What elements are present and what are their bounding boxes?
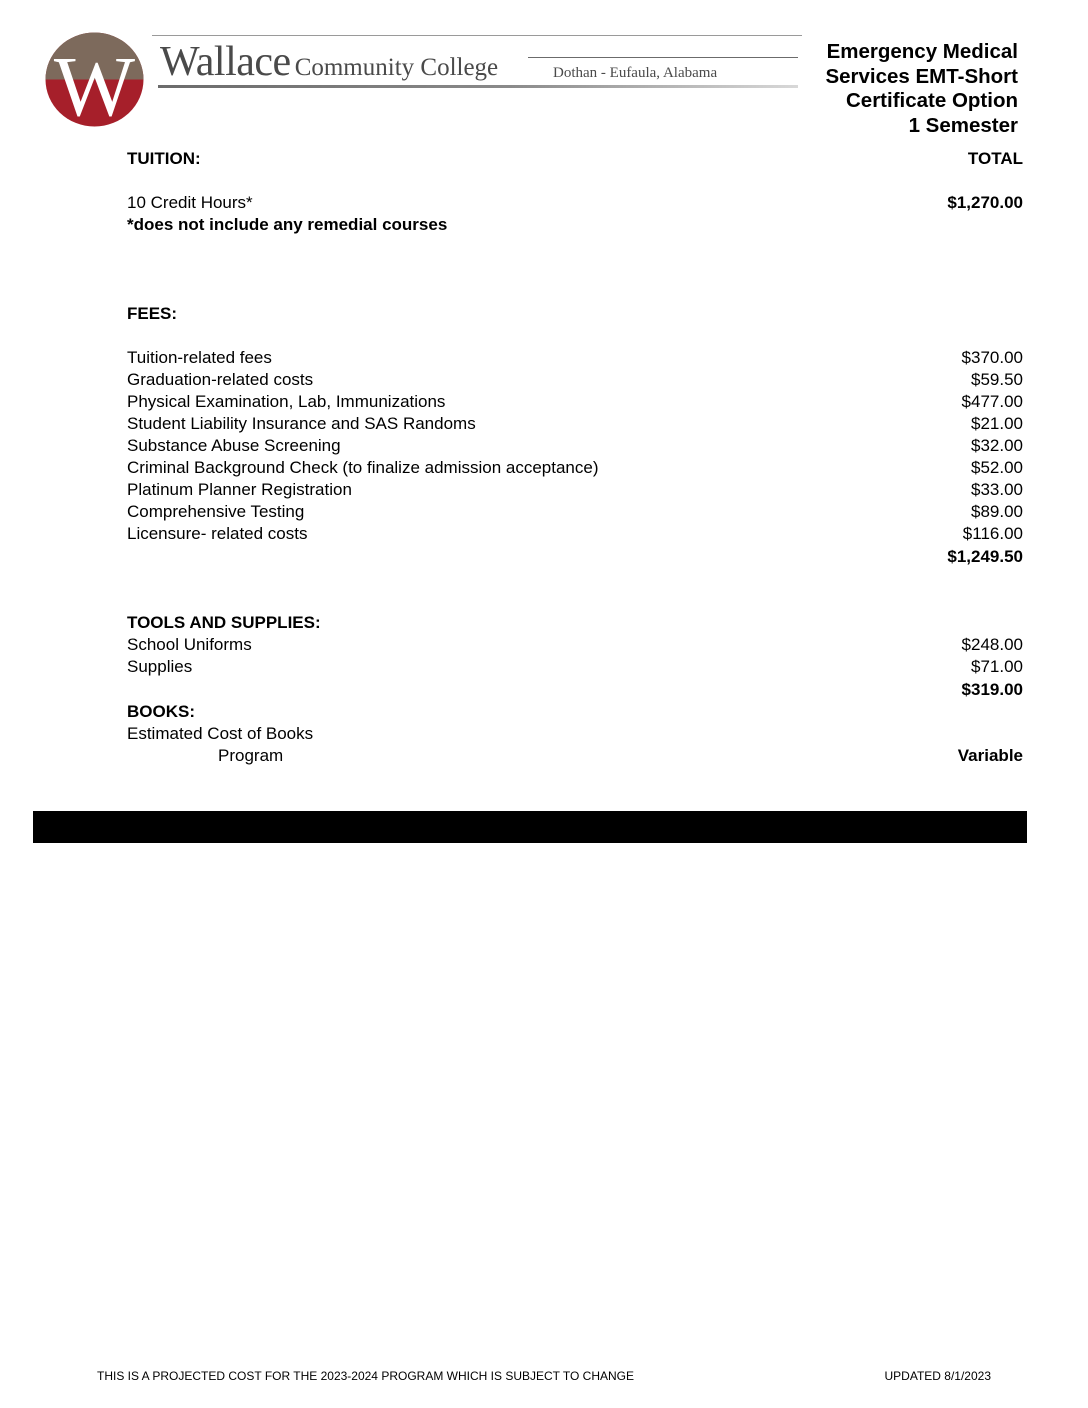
fee-label: Licensure- related costs [127, 524, 308, 543]
fee-amount: $116.00 [962, 524, 1023, 543]
tools-subtotal: $319.00 [961, 680, 1023, 699]
books-heading: BOOKS: [127, 702, 195, 721]
tools-amount: $248.00 [961, 635, 1023, 654]
fee-row [127, 391, 1023, 413]
fee-label: Student Liability Insurance and SAS Randoms [127, 414, 476, 433]
credit-hours-label: 10 Credit Hours* [127, 193, 253, 212]
fee-amount: $59.50 [971, 370, 1023, 389]
program-title-line: Certificate Option [846, 89, 1018, 112]
fee-label: Physical Examination, Lab, Immunizations [127, 392, 446, 411]
program-title-line: Emergency Medical [826, 40, 1018, 63]
college-name [160, 38, 498, 86]
fee-row [127, 369, 1023, 391]
fee-label: Comprehensive Testing [127, 502, 305, 521]
program-title-line: Services EMT-Short [825, 64, 1018, 88]
fee-row [127, 457, 1023, 479]
fee-amount: $52.00 [971, 458, 1023, 477]
fee-amount: $21.00 [971, 414, 1023, 433]
fee-row [127, 479, 1023, 501]
tools-row [127, 656, 1023, 678]
fee-row [127, 413, 1023, 435]
books-heading-row [127, 701, 1023, 723]
college-location: Dothan - Eufaula, Alabama [553, 65, 718, 81]
fee-row [127, 501, 1023, 523]
college-name-small: Community College [294, 54, 499, 81]
fees-heading-row [127, 303, 1023, 325]
books-program-row [127, 745, 1023, 767]
books-program-label: Program [218, 746, 284, 765]
fees-subtotal-row [127, 546, 1023, 568]
fee-amount: $477.00 [961, 392, 1023, 411]
fees-subtotal: $1,249.50 [947, 547, 1023, 566]
program-title-line: 1 Semester [908, 113, 1018, 137]
fee-row [127, 523, 1023, 545]
books-label: Estimated Cost of Books [127, 724, 314, 743]
fee-amount: $32.00 [971, 436, 1023, 455]
tools-label: Supplies [127, 657, 193, 676]
fee-label: Graduation-related costs [127, 370, 314, 389]
college-name-big: Wallace [160, 39, 291, 85]
footer-updated: UPDATED 8/1/2023 [884, 1369, 991, 1383]
fee-amount: $370.00 [961, 348, 1023, 367]
program-title [825, 40, 1018, 138]
books-program-amount: Variable [957, 746, 1023, 765]
tools-heading-row [127, 612, 1023, 634]
tools-row [127, 634, 1023, 656]
credit-hours-row [127, 192, 1023, 214]
wallace-w-logo-icon [45, 32, 144, 127]
black-divider-bar [33, 811, 1027, 843]
tuition-note: *does not include any remedial courses [127, 215, 448, 234]
fee-amount: $89.00 [971, 502, 1023, 521]
total-heading: TOTAL [967, 149, 1023, 168]
fee-label: Substance Abuse Screening [127, 436, 341, 455]
logo-rule-top [152, 35, 802, 36]
tools-label: School Uniforms [127, 635, 252, 654]
logo-rule-mid [528, 57, 798, 58]
tuition-heading-row [127, 148, 1023, 170]
fees-heading: FEES: [127, 304, 178, 323]
tools-heading: TOOLS AND SUPPLIES: [127, 613, 321, 632]
books-row [127, 723, 1023, 745]
tuition-note-row [127, 214, 1023, 236]
fee-row [127, 435, 1023, 457]
fee-label: Criminal Background Check (to finalize admission acceptance) [127, 458, 599, 477]
credit-hours-amount: $1,270.00 [947, 193, 1023, 212]
fee-amount: $33.00 [971, 480, 1023, 499]
fee-row [127, 347, 1023, 369]
tools-subtotal-row [127, 679, 1023, 701]
fee-label: Platinum Planner Registration [127, 480, 352, 499]
logo-letter: W [53, 38, 136, 127]
fee-label: Tuition-related fees [127, 348, 272, 367]
tuition-heading: TUITION: [127, 149, 201, 168]
footer-disclaimer: THIS IS A PROJECTED COST FOR THE 2023-2024 PROGRAM WHICH IS SUBJECT TO CHANGE [97, 1369, 635, 1383]
tools-amount: $71.00 [971, 657, 1023, 676]
